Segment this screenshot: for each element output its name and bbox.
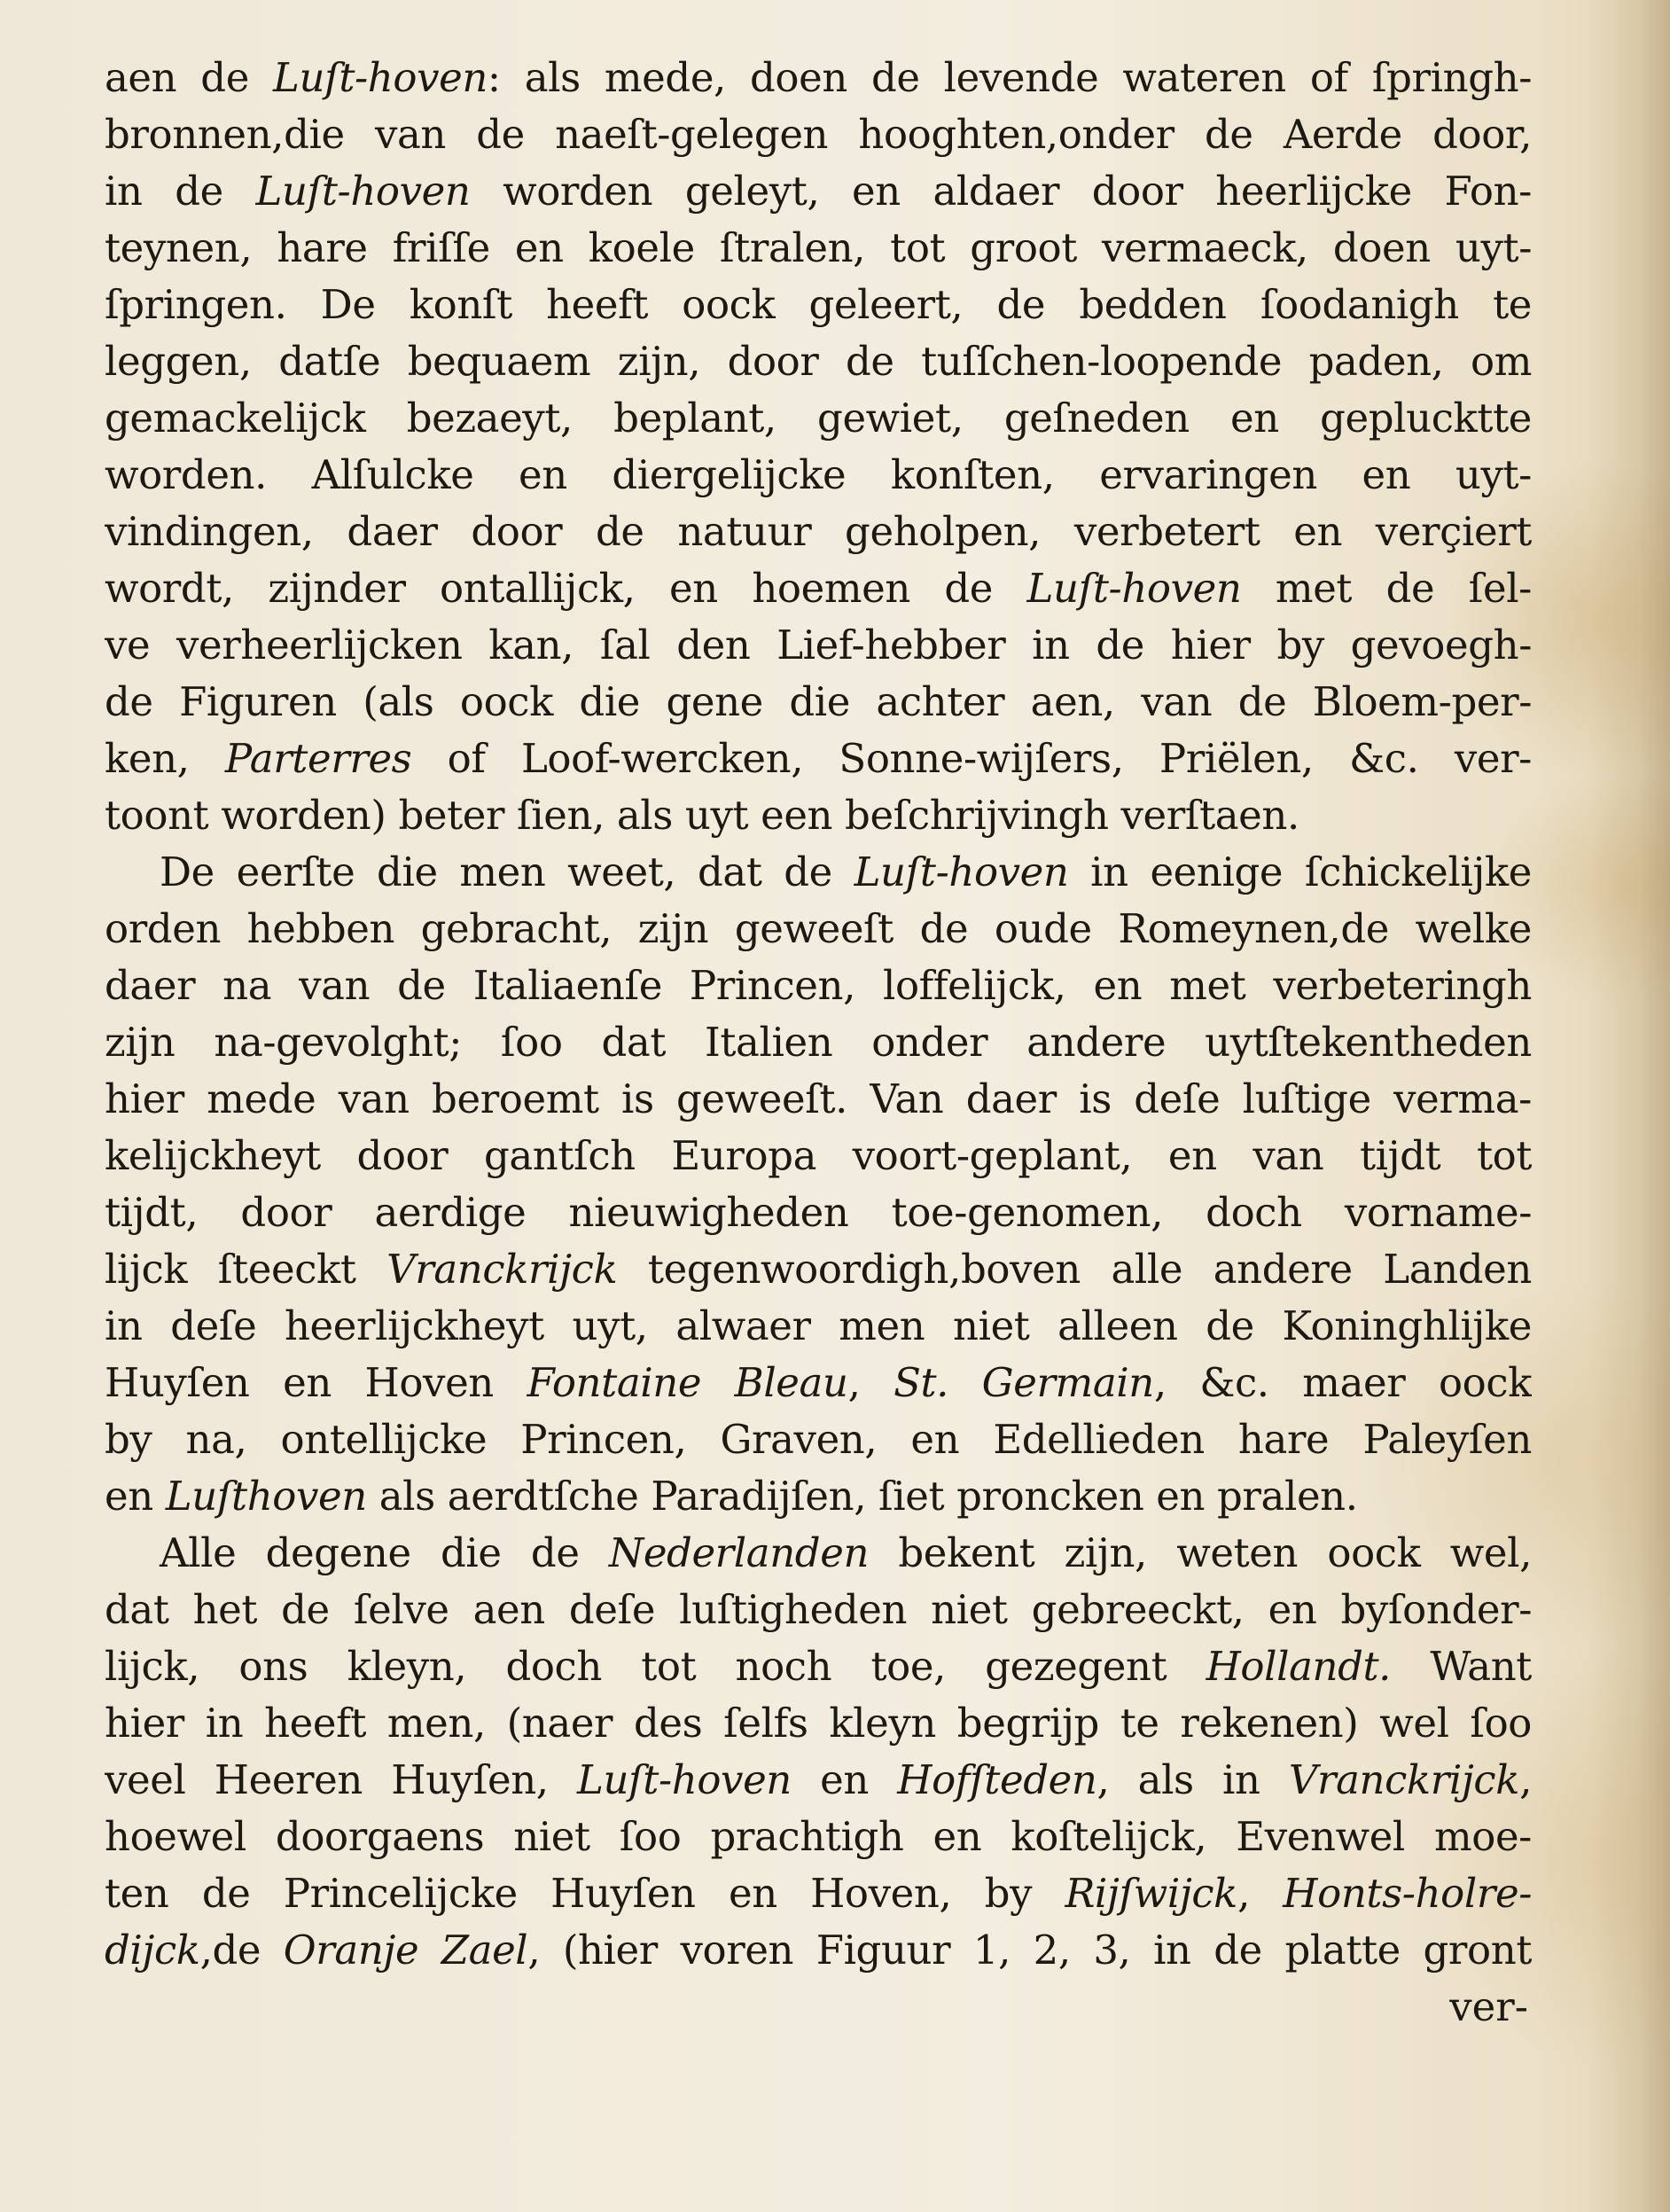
text-line xyxy=(105,674,1532,731)
italic-term: Rijſwijck xyxy=(1065,1870,1238,1917)
page-edge-shading xyxy=(1590,0,1670,2212)
text-run: hoewel doorgaens niet ſoo prachtigh en koſtelijck, Evenwel moe- xyxy=(105,1813,1532,1860)
text-run: aen de xyxy=(105,54,273,101)
text-run: zijn na-gevolght; ſoo dat Italien onder andere uytſtekentheden xyxy=(105,1019,1532,1066)
text-run: by na, ontellijcke Princen, Graven, en Edellieden hare Paleyſen xyxy=(105,1416,1532,1463)
italic-term: St. Germain xyxy=(894,1359,1154,1406)
text-run: ken, xyxy=(105,735,225,782)
text-run: , xyxy=(1519,1756,1532,1803)
text-line xyxy=(105,1638,1532,1695)
text-run: ve verheerlijcken kan, ſal den Lief-hebber in de hier by gevoegh- xyxy=(105,621,1532,668)
text-run: hier mede van beroemt is geweeſt. Van daer is deſe luſtige verma- xyxy=(105,1075,1532,1122)
text-run: ſpringen. De konſt heeft oock geleert, de bedden ſoodanigh te xyxy=(105,281,1532,328)
text-run: Alle degene die de xyxy=(160,1529,609,1576)
text-line xyxy=(105,1071,1532,1128)
text-run: wordt, zijnder ontallijck, en hoemen de xyxy=(105,565,1027,612)
text-run: lijck, ons kleyn, doch tot noch toe, gezegent xyxy=(105,1643,1206,1690)
text-run: Want xyxy=(1391,1643,1532,1690)
text-run: ten de Princelijcke Huyſen en Hoven, by xyxy=(105,1870,1065,1917)
text-run: in deſe heerlijckheyt uyt, alwaer men niet alleen de Koninghlijke xyxy=(105,1302,1532,1349)
text-run: in eenige ſchickelijke xyxy=(1068,848,1532,895)
text-run: dat het de ſelve aen deſe luſtigheden niet gebreeckt, en byſonder- xyxy=(105,1586,1532,1633)
text-run: en xyxy=(791,1756,898,1803)
text-line xyxy=(105,1809,1532,1865)
italic-term: dijck xyxy=(105,1927,200,1974)
text-line xyxy=(105,1582,1532,1638)
text-run: vindingen, daer door de natuur geholpen, verbetert en verçiert xyxy=(105,508,1532,555)
text-run: ,de xyxy=(199,1927,284,1974)
text-line xyxy=(105,220,1532,277)
text-line xyxy=(105,333,1532,390)
text-run: en xyxy=(105,1473,166,1520)
text-line xyxy=(105,957,1532,1014)
text-run: de Figuren (als oock die gene die achter aen, van de Bloem-per- xyxy=(105,678,1532,725)
text-line xyxy=(105,731,1532,787)
text-run: met de ſel- xyxy=(1241,565,1532,612)
italic-term: Luſt-hoven xyxy=(255,168,471,215)
text-line xyxy=(105,50,1532,106)
text-run: als aerdtſche Paradijſen, ſiet proncken en pralen. xyxy=(366,1473,1358,1520)
text-line xyxy=(105,1241,1532,1298)
catchword: ver- xyxy=(1449,1983,1528,2030)
text-line xyxy=(105,1128,1532,1184)
italic-term: Luſt-hoven xyxy=(854,848,1069,895)
text-line xyxy=(105,1468,1532,1525)
text-run: : als mede, doen de levende wateren of ſpringh- xyxy=(487,54,1532,101)
italic-term: Luſt-hoven xyxy=(1026,565,1242,612)
text-run: Huyſen en Hoven xyxy=(105,1359,527,1406)
text-run: bekent zijn, weten oock wel, xyxy=(869,1529,1532,1576)
italic-term: Fontaine Bleau xyxy=(527,1359,848,1406)
text-run: worden geleyt, en aldaer door heerlijcke Fon- xyxy=(470,168,1532,215)
text-run: , (hier voren Figuur 1, 2, 3, in de platte gront xyxy=(527,1927,1532,1974)
text-line xyxy=(105,1525,1532,1582)
italic-term: Hofſteden xyxy=(897,1756,1097,1803)
italic-term: Honts-holre- xyxy=(1283,1870,1532,1917)
text-run: kelijckheyt door gantſch Europa voort-geplant, en van tijdt tot xyxy=(105,1132,1532,1179)
text-line xyxy=(105,617,1532,674)
text-run: daer na van de Italiaenſe Princen, loffelijck, en met verbeteringh xyxy=(105,962,1532,1009)
italic-term: Parterres xyxy=(224,735,412,782)
text-run: , xyxy=(847,1359,894,1406)
text-run: bronnen,die van de naeſt-gelegen hooghten,onder de Aerde door, xyxy=(105,111,1532,158)
italic-term: Vranckrijck xyxy=(386,1246,618,1293)
text-run: worden. Alſulcke en diergelijcke konſten, ervaringen en uyt- xyxy=(105,451,1532,498)
italic-term: Nederlanden xyxy=(608,1529,870,1576)
text-run: teynen, hare friſſe en koele ſtralen, tot groot vermaeck, doen uyt- xyxy=(105,224,1532,271)
text-line xyxy=(105,1922,1532,1979)
body-text xyxy=(105,50,1532,2036)
text-line xyxy=(105,390,1532,447)
text-run: orden hebben gebracht, zijn geweeſt de oude Romeynen,de welke xyxy=(105,905,1532,952)
text-line xyxy=(105,504,1532,560)
text-run: lijck ſteeckt xyxy=(105,1246,387,1293)
text-line xyxy=(105,1695,1532,1752)
text-run: , &c. maer oock xyxy=(1153,1359,1532,1406)
text-line xyxy=(105,163,1532,220)
italic-term: Oranje Zael xyxy=(283,1927,528,1974)
text-line xyxy=(105,1411,1532,1468)
italic-term: Vranckrijck xyxy=(1288,1756,1520,1803)
text-run: tijdt, door aerdige nieuwigheden toe-genomen, doch vorname- xyxy=(105,1189,1532,1236)
text-line xyxy=(105,277,1532,333)
text-run: of Loof-wercken, Sonne-wijſers, Priëlen, &c. ver- xyxy=(411,735,1532,782)
text-run: tegenwoordigh,boven alle andere Landen xyxy=(617,1246,1532,1293)
text-line xyxy=(105,1865,1532,1922)
italic-term: Luſthoven xyxy=(165,1473,367,1520)
text-run: gemackelijck bezaeyt, beplant, gewiet, geſneden en geplucktte xyxy=(105,395,1532,442)
italic-term: Luſt-hoven xyxy=(576,1756,792,1803)
text-line xyxy=(105,106,1532,163)
text-line xyxy=(105,1752,1532,1809)
text-run: hier in heeft men, (naer des ſelfs kleyn begrijp te rekenen) wel ſoo xyxy=(105,1700,1532,1747)
italic-term: Luſt-hoven xyxy=(273,54,488,101)
text-line xyxy=(105,560,1532,617)
text-line xyxy=(105,1014,1532,1071)
text-run: , als in xyxy=(1096,1756,1289,1803)
text-line xyxy=(105,787,1532,844)
text-run: veel Heeren Huyſen, xyxy=(105,1756,577,1803)
text-run: leggen, datſe bequaem zijn, door de tuſſchen-loopende paden, om xyxy=(105,338,1532,385)
text-line xyxy=(105,447,1532,504)
text-line xyxy=(105,1184,1532,1241)
text-run: toont worden) beter ſien, als uyt een beſchrijvingh verſtaen. xyxy=(105,792,1299,839)
text-run: , xyxy=(1237,1870,1284,1917)
italic-term: Hollandt. xyxy=(1206,1643,1392,1690)
text-run: De eerſte die men weet, dat de xyxy=(160,848,855,895)
text-line xyxy=(105,1355,1532,1411)
text-run: in de xyxy=(105,168,256,215)
text-line xyxy=(105,901,1532,957)
text-line xyxy=(105,1298,1532,1355)
text-line xyxy=(105,844,1532,901)
